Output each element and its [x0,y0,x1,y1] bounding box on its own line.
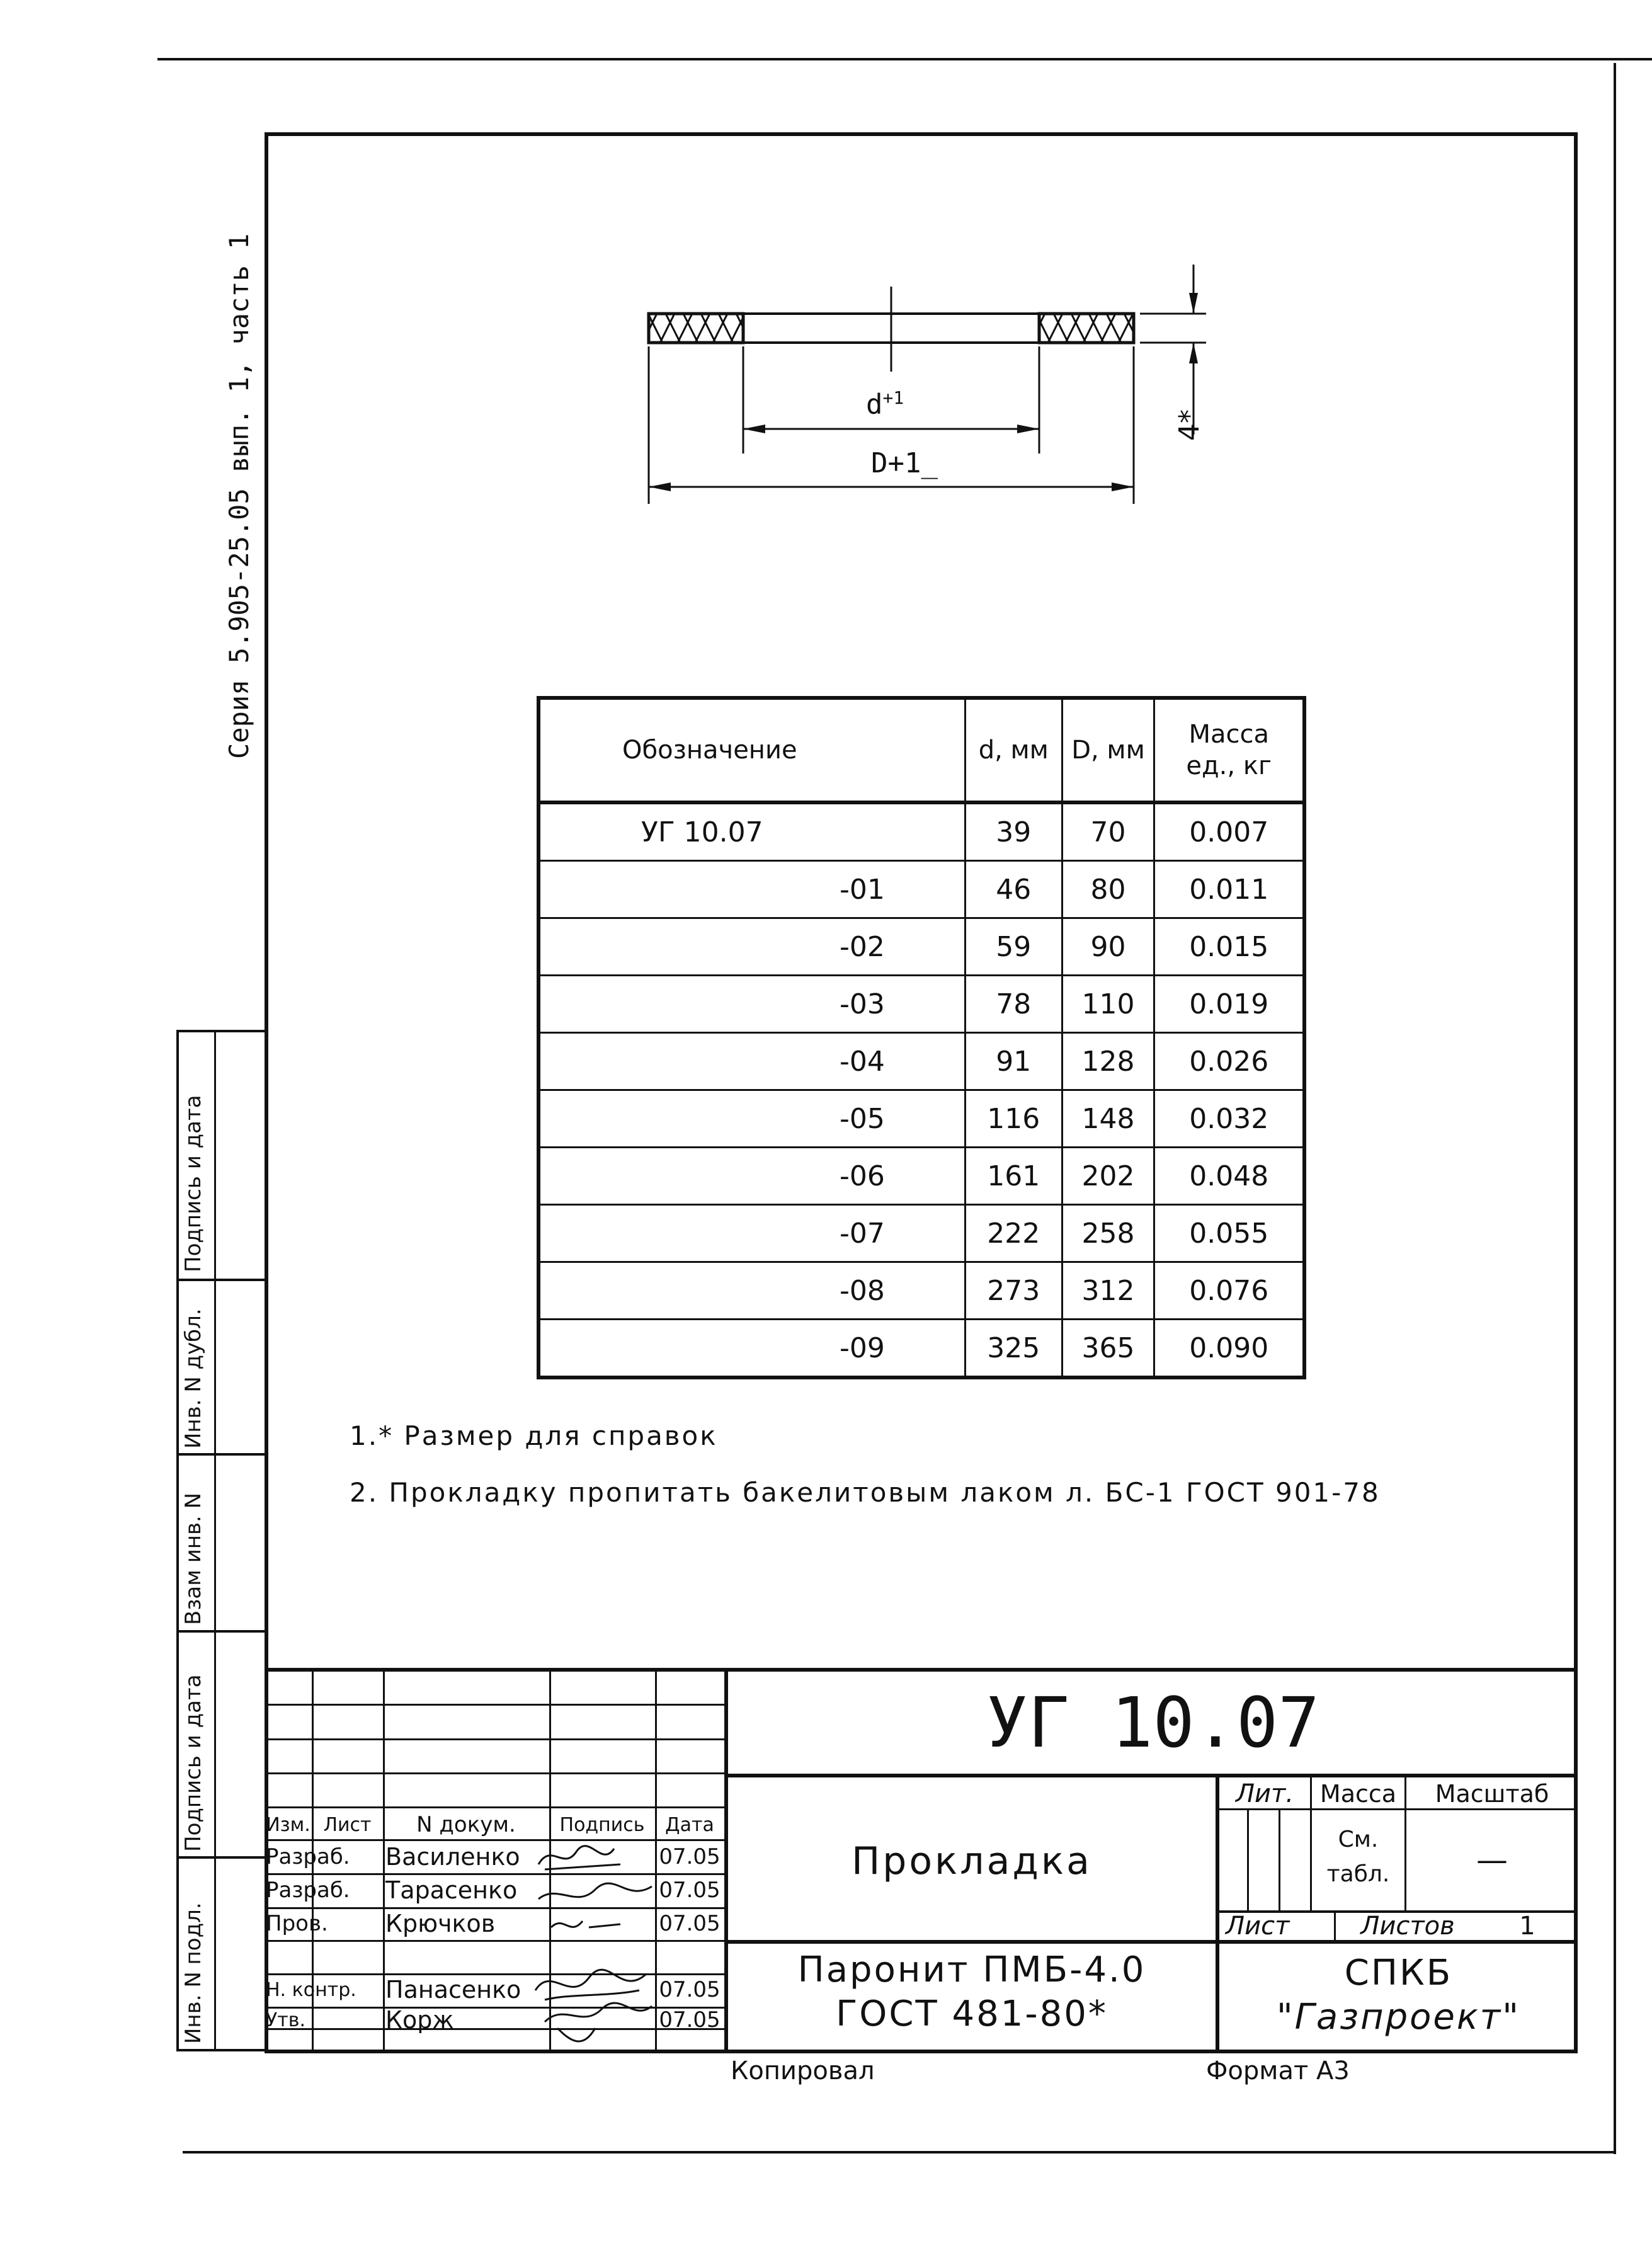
header-designation: Обозначение [538,698,965,802]
lit-label: Лит. [1235,1779,1294,1808]
table-row: -04 91 128 0.026 [538,1033,1304,1090]
stamp-sign-date-2: Подпись и дата [181,1095,206,1272]
thickness-dim-label: 4* [1173,409,1205,441]
role-n-kontr: Н. контр. [266,1978,356,2001]
col-doc: N докум. [416,1812,516,1837]
table-row: -07 222 258 0.055 [538,1205,1304,1262]
org-line-2: "Газпроект" [1276,1997,1521,2038]
role-prov: Пров. [266,1911,328,1936]
name-vasilenko: Василенко [385,1843,520,1871]
date-4: 07.05 [659,1977,721,2002]
stamp-inv-podl: Инв. N подл. [181,1902,206,2044]
org-line-1: СПКБ [1344,1953,1453,1993]
scale-label: Масштаб [1435,1780,1549,1808]
mass-value-2: табл. [1326,1861,1390,1887]
stamp-inv-dubl: Инв. N дубл. [181,1308,206,1449]
header-mass: Масса ед., кг [1154,698,1304,802]
header-d: d, мм [965,698,1062,802]
mass-value-1: См. [1338,1826,1379,1852]
date-2: 07.05 [659,1878,721,1903]
col-list: Лист [323,1813,372,1836]
date-3: 07.05 [659,1911,721,1936]
doc-name: Прокладка [852,1839,1092,1883]
gasket-right-section [1039,314,1134,343]
name-tarasenko: Тарасенко [385,1876,518,1904]
material-line-1: Паронит ПМБ-4.0 [797,1949,1146,1990]
sheet-label: Лист [1226,1912,1290,1941]
table-row: -05 116 148 0.032 [538,1090,1304,1148]
note-2: 2. Прокладку пропитать бакелитовым лаком л. БС-1 ГОСТ 901-78 [350,1477,1381,1508]
date-5: 07.05 [659,2007,721,2033]
header-D: D, мм [1062,698,1154,802]
stamp-sign-date-1: Подпись и дата [181,1674,206,1852]
format-label: Формат А3 [1206,2056,1350,2085]
scale-value: — [1476,1842,1508,1878]
signatures [532,1839,677,2053]
table-row: -03 78 110 0.019 [538,976,1304,1033]
inner-dim-label: $d^{+1}$ [866,387,904,421]
col-sign: Подпись [559,1813,645,1836]
note-1: 1.* Размер для справок [350,1420,718,1451]
col-date: Дата [665,1813,714,1836]
right-margin-line [1614,63,1616,2154]
doc-code: УГ 10.07 [986,1682,1320,1763]
table-row: -06 161 202 0.048 [538,1148,1304,1205]
name-panasenko: Панасенко [385,1976,521,2004]
table-row: -01 46 80 0.011 [538,861,1304,918]
bottom-margin-line [183,2151,1614,2153]
spec-table [537,696,1306,1379]
role-utv: Утв. [266,2009,305,2031]
table-row: -08 273 312 0.076 [538,1262,1304,1320]
table-header-row [538,698,1304,802]
outer-dim-label: D+1_ [871,447,938,479]
table-row: -02 59 90 0.015 [538,918,1304,976]
table-row: УГ 10.07 39 70 0.007 [538,802,1304,861]
series-label: Серия 5.905-25.05 вып. 1, часть 1 [224,233,254,759]
top-margin-line [157,58,1652,60]
gasket-left-section [649,314,743,343]
copied-label: Копировал [731,2056,875,2085]
date-1: 07.05 [659,1844,721,1869]
sheets-label: Листов [1360,1912,1455,1941]
sheets-value: 1 [1519,1912,1535,1941]
material-line-2: ГОСТ 481-80* [836,1993,1108,2034]
col-izm: Изм. [266,1813,310,1836]
role-razrab-1: Разраб. [266,1844,350,1869]
table-row: -09 325 365 0.090 [538,1320,1304,1378]
name-korzh: Корж [385,2006,454,2034]
stamp-vzam-inv: Взам инв. N [181,1492,206,1625]
name-kryuchkov: Крючков [385,1910,496,1937]
role-razrab-2: Разраб. [266,1878,350,1903]
mass-label: Масса [1319,1780,1397,1808]
